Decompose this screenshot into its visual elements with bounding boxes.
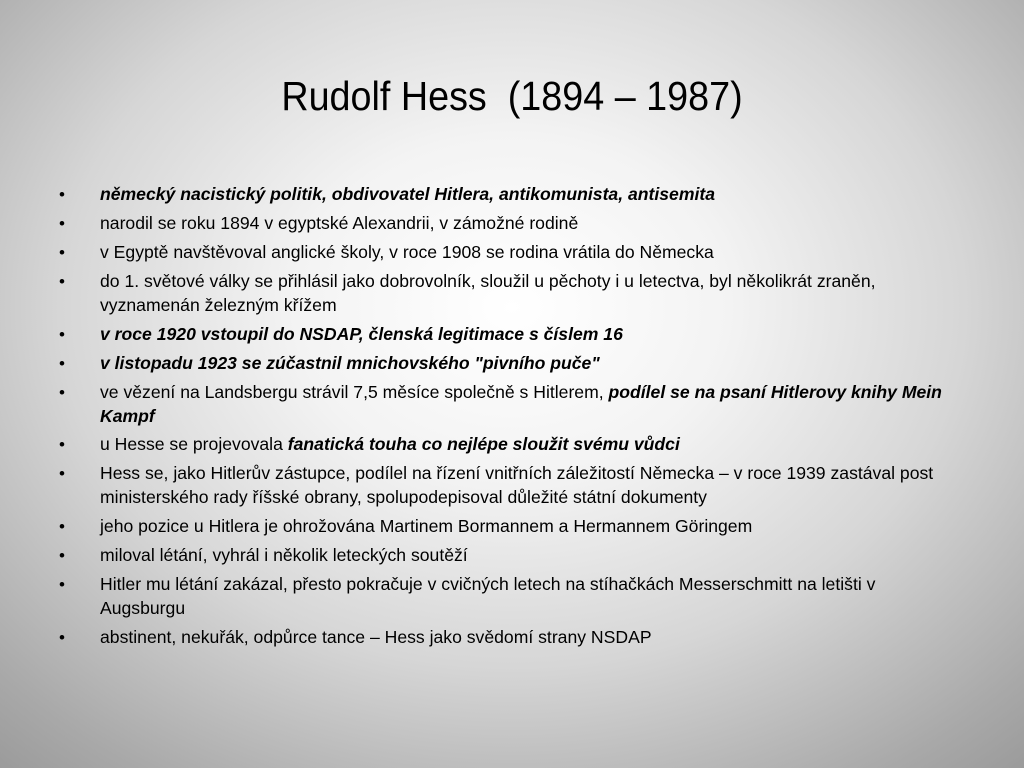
bullet-point-icon: • (59, 213, 65, 233)
bullet-item (58, 626, 963, 650)
bullet-text: do 1. světové války se přihlásil jako dobrovolník, sloužil u pěchoty i u letectva, byl několikrát zraněn, vyznamenán železným křížem (100, 270, 876, 315)
bullet-text-emphasis: v listopadu 1923 se zúčastnil mnichovského "pivního puče" (100, 352, 600, 373)
bullet-item (58, 183, 963, 207)
bullet-point-icon: • (59, 517, 65, 537)
bullet-list (58, 183, 963, 655)
bullet-text: v Egyptě navštěvoval anglické školy, v roce 1908 se rodina vrátila do Německa (100, 241, 714, 262)
bullet-point-icon: • (59, 185, 65, 204)
bullet-item (58, 381, 963, 429)
bullet-point-icon: • (59, 324, 65, 344)
bullet-text: ve vězení na Landsbergu strávil 7,5 měsíce společně s Hitlerem, (100, 381, 609, 402)
bullet-text-emphasis: v roce 1920 vstoupil do NSDAP, členská legitimace s číslem 16 (100, 323, 623, 344)
bullet-item (58, 433, 963, 457)
bullet-point-icon: • (59, 435, 65, 455)
bullet-text-emphasis: fanatická touha co nejlépe sloužit svému vůdci (287, 434, 680, 455)
bullet-item (58, 544, 963, 568)
bullet-point-icon: • (59, 546, 65, 566)
bullet-item (58, 573, 963, 621)
bullet-text: abstinent, nekuřák, odpůrce tance – Hess jako svědomí strany NSDAP (100, 627, 652, 647)
bullet-text-emphasis: podílel se na psaní Hitlerovy knihy Mein Kampf (100, 381, 942, 426)
bullet-text: narodil se roku 1894 v egyptské Alexandrii, v zámožné rodině (100, 212, 579, 233)
bullet-item (58, 270, 963, 318)
bullet-item (58, 352, 963, 376)
bullet-text: u Hesse se projevovala (100, 434, 288, 455)
bullet-point-icon: • (59, 382, 65, 402)
bullet-item (58, 462, 963, 510)
bullet-point-icon: • (59, 575, 65, 595)
bullet-item (58, 241, 963, 265)
bullet-point-icon: • (59, 628, 65, 647)
bullet-point-icon: • (59, 271, 65, 291)
bullet-text: Hitler mu létání zakázal, přesto pokračuje v cvičných letech na stíhačkách Messerschmitt na letišti v Augsburgu (100, 574, 876, 619)
bullet-text-emphasis: německý nacistický politik, obdivovatel Hitlera, antikomunista, antisemita (100, 184, 716, 204)
bullet-point-icon: • (59, 242, 65, 262)
bullet-item (58, 323, 963, 347)
bullet-item (58, 515, 963, 539)
bullet-point-icon: • (59, 464, 65, 484)
bullet-text: Hess se, jako Hitlerův zástupce, podílel na řízení vnitřních záležitostí Německa – v roce 1939 zastával post ministerského rady říšské obrany, spolupodepisoval důležité státní dokumenty (100, 463, 934, 508)
bullet-item (58, 212, 963, 236)
bullet-text: jeho pozice u Hitlera je ohrožována Martinem Bormannem a Hermannem Göringem (100, 516, 753, 537)
slide-title: Rudolf Hess (1894 – 1987) (281, 73, 743, 119)
bullet-point-icon: • (59, 353, 65, 373)
bullet-text: miloval létání, vyhrál i několik leteckých soutěží (100, 545, 468, 566)
